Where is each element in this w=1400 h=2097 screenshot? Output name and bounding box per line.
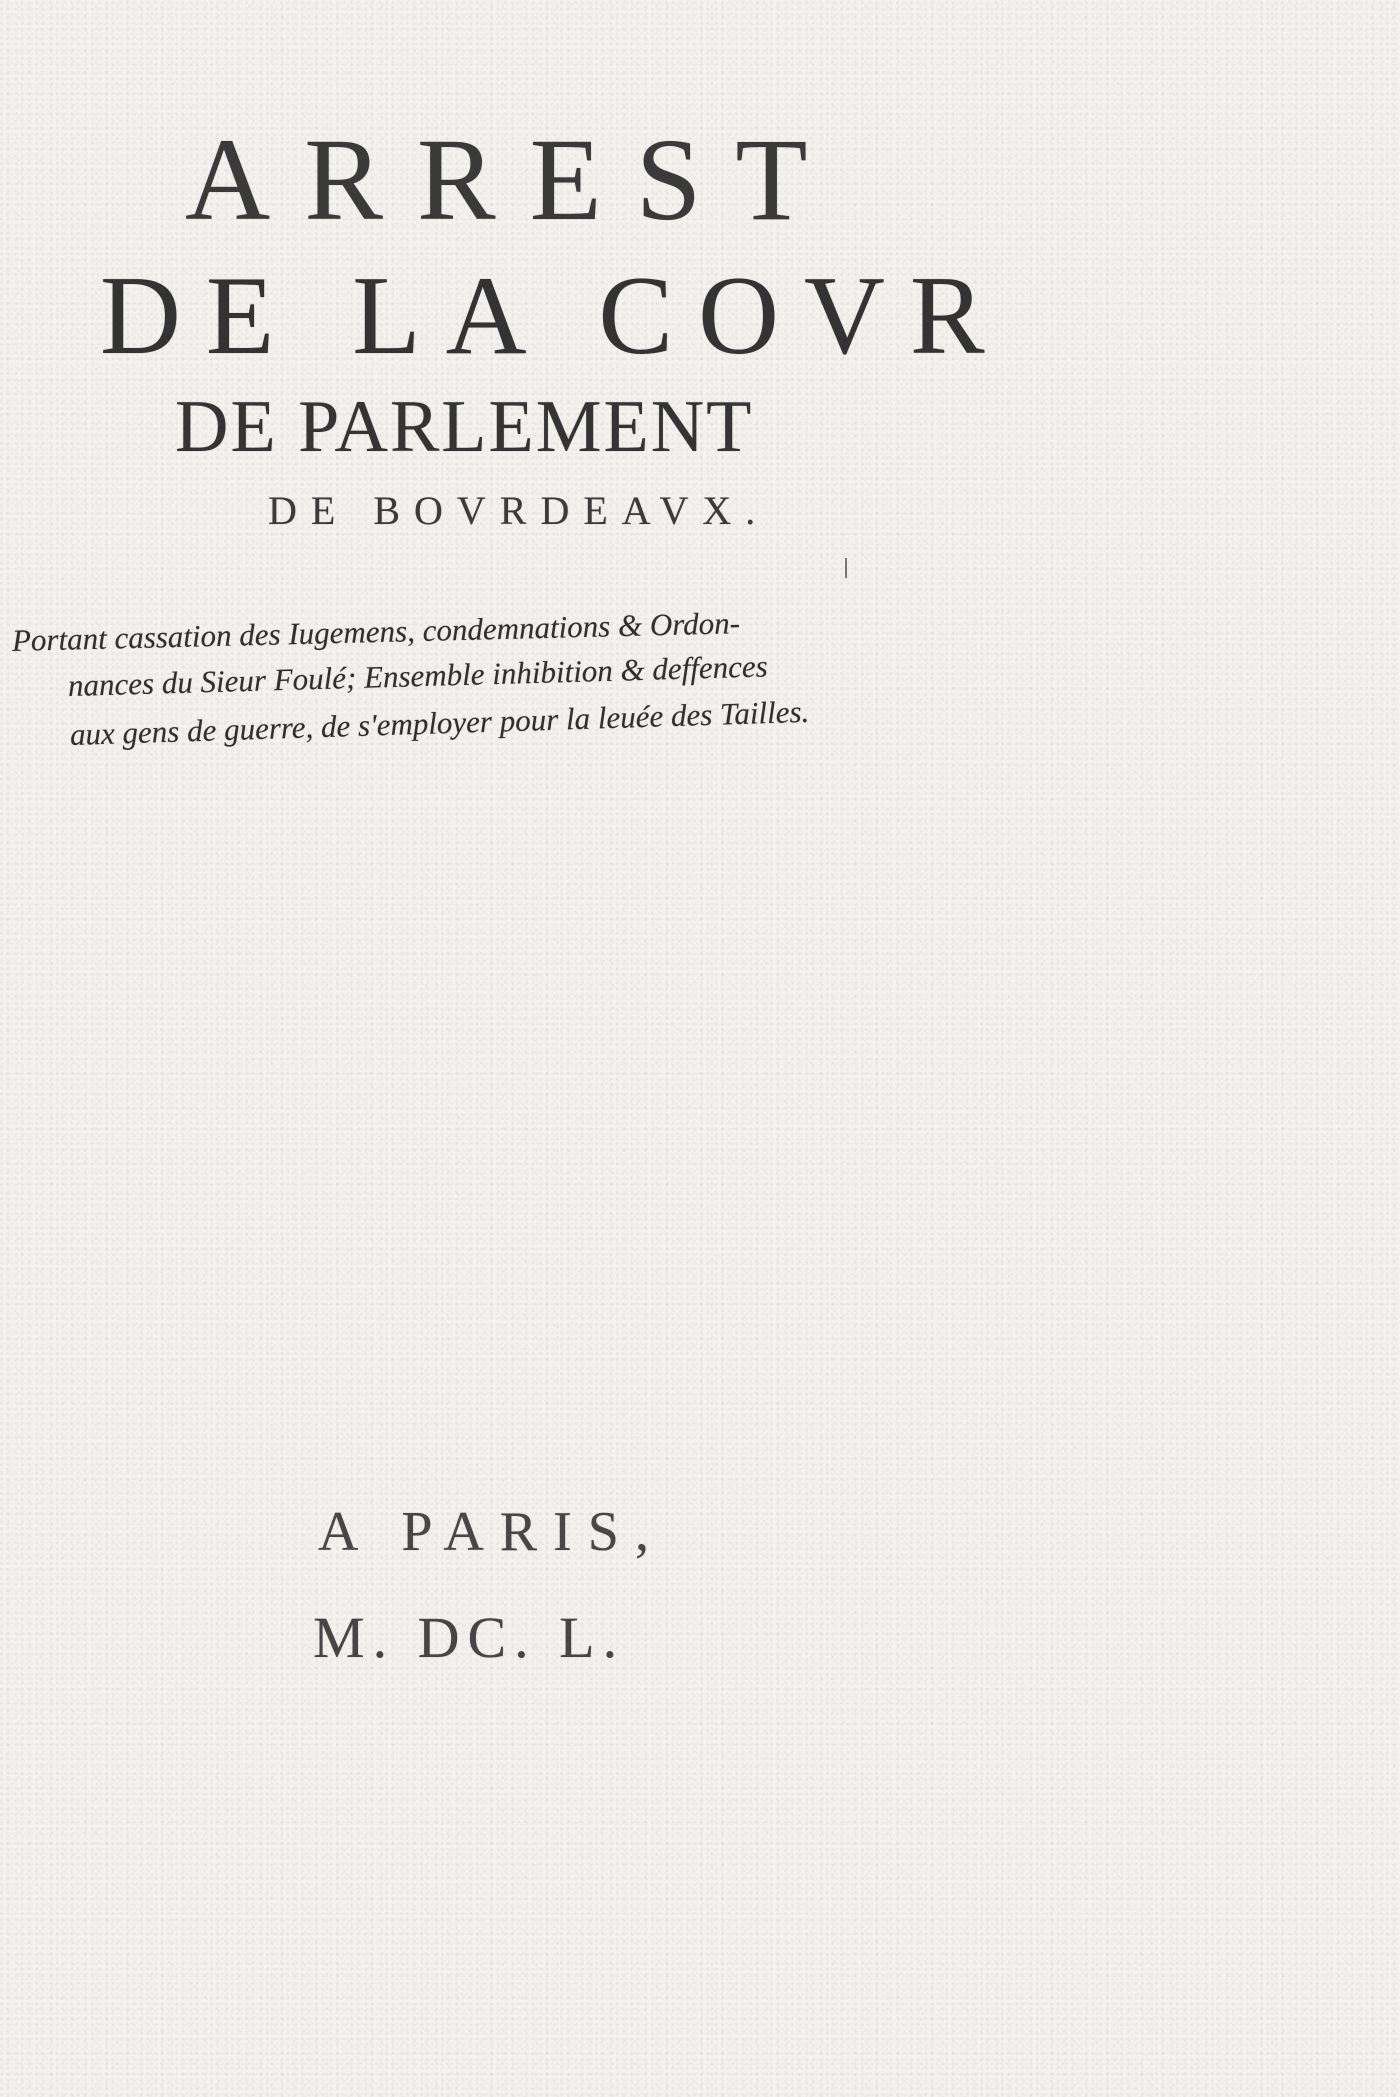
subtitle-line-3: aux gens de guerre, de s'employer pour la leuée des Tailles. bbox=[69, 693, 810, 752]
title-line-arrest: ARREST bbox=[185, 114, 842, 245]
subtitle-line-2: nances du Sieur Foulé; Ensemble inhibition & deffences bbox=[67, 648, 769, 703]
imprint-place: A PARIS, bbox=[318, 1501, 665, 1563]
ink-mark bbox=[845, 558, 847, 578]
title-line-de-parlement: DE PARLEMENT bbox=[175, 386, 754, 468]
title-line-de-bourdeaux: DE BOVRDEAVX. bbox=[268, 488, 770, 533]
imprint-date: M. DC. L. bbox=[313, 1605, 626, 1670]
title-line-de-la-cour: DE LA COVR bbox=[100, 254, 1010, 378]
subtitle-line-1: Portant cassation des Iugemens, condemnations & Ordon- bbox=[11, 605, 741, 658]
